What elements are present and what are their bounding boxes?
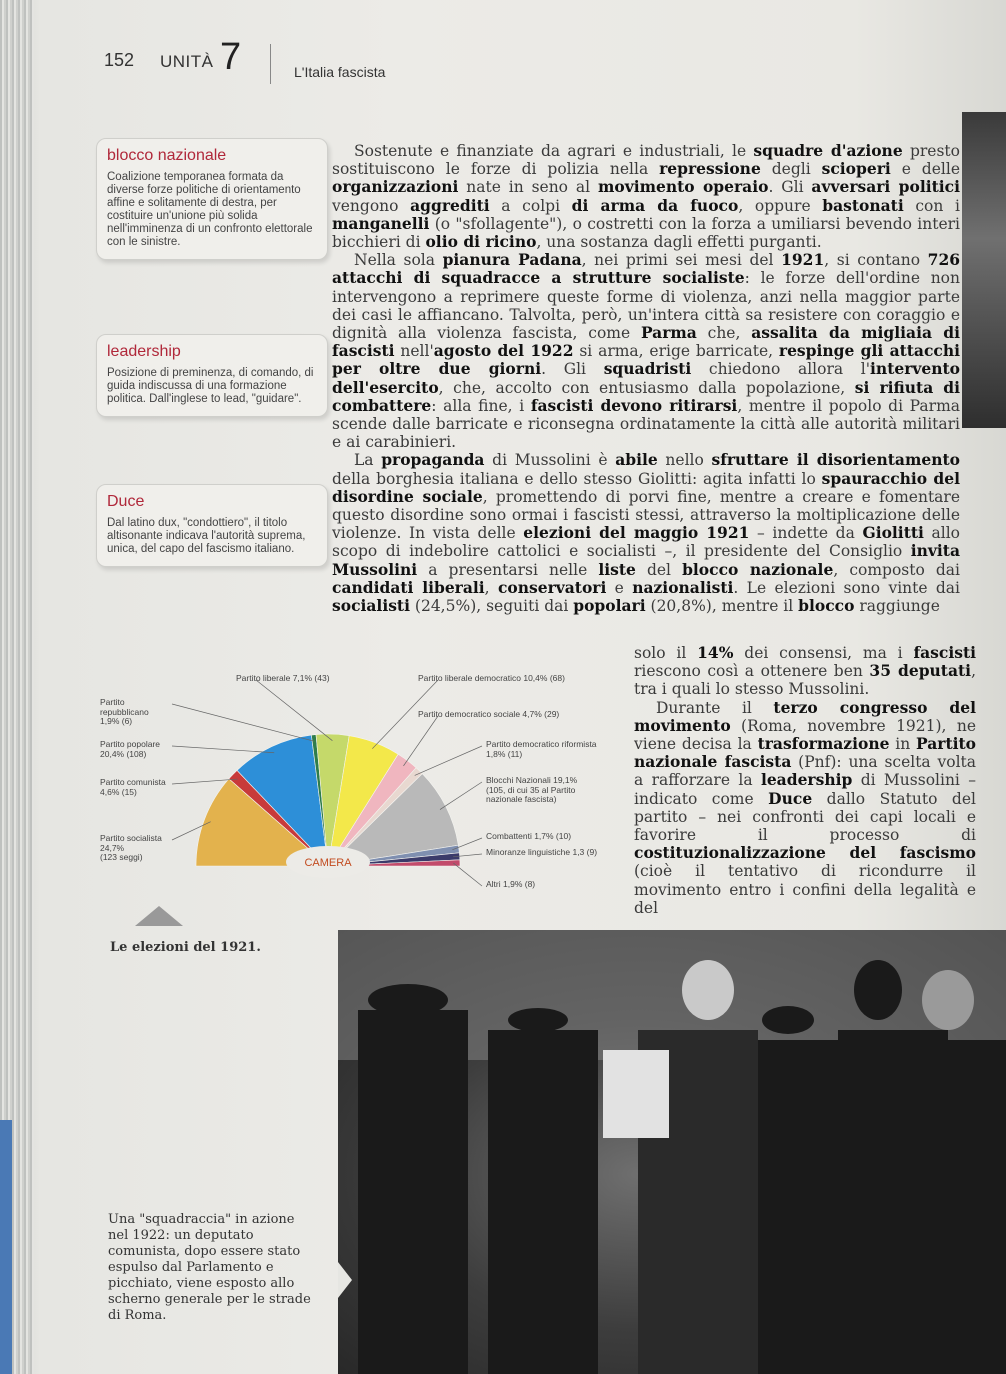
bold-text: aggrediti (410, 195, 490, 215)
bold-text: liste (598, 559, 636, 579)
bold-text: Parma (640, 323, 697, 343)
bold-text: respinge gli attacchi per oltre due giorni (332, 341, 961, 379)
bold-text: socialisti (332, 596, 410, 616)
chart-caption: Le elezioni del 1921. (110, 940, 261, 955)
chart-slice-label: Partito socialista 24,7% (123 seggi) (100, 833, 162, 862)
glossary-box-duce (96, 484, 328, 567)
bold-text: fascisti (913, 643, 977, 662)
bold-text: intervento dell'esercito (332, 359, 961, 397)
chart-slice-label: Partito liberale 7,1% (43) (236, 673, 330, 683)
chart-leader-line (440, 782, 482, 810)
chart-slice-label: Partito democratico sociale 4,7% (29) (418, 709, 560, 719)
paragraph-pianura-padana: Nella sola pianura Padana, nei primi sei mesi del 1921, si contano 726 attacchi di squadracce a strutture socialiste: le forze dell'ordine non intervengono a reprimere queste forme di violenza, anzi nella maggior parte dei casi le affiancano. Talvolta, però, un'intera città sa resistere con coraggio e dignità alla violenza fascista, come Parma che, assalita da migliaia di fascisti nell'agosto del 1922 si arma, erige barricate, respinge gli attacchi per oltre due giorni. Gli squadristi chiedono allora l'intervento dell'esercito, che, accolto con entusiasmo dalla popolazione, si rifiuta di combattere: alla fine, i fascisti devono ritirarsi, mentre il popolo di Parma scende dalle barricate e riconsegna ordinatamente la città alle autorità militari e ai carabinieri. (332, 250, 961, 452)
bold-text: bastonati (822, 195, 904, 215)
page-number: 152 (104, 50, 135, 70)
election-chart (100, 670, 620, 910)
bold-text: invita Mussolini (332, 541, 960, 579)
chart-slice-label: Partito repubblicano 1,9% (6) (100, 697, 149, 726)
bold-text: 14% (697, 643, 734, 662)
photo-pointer (338, 1262, 352, 1298)
bold-text: propaganda (381, 450, 485, 470)
glossary-term: Duce (107, 493, 145, 510)
chapter-title: L'Italia fascista (294, 64, 386, 80)
chart-center-label: CAMERA (304, 857, 352, 869)
bold-text: scioperi (821, 159, 891, 179)
bold-text: squadristi (603, 359, 692, 379)
bold-text: leadership (760, 770, 853, 790)
bold-text: blocco (798, 596, 855, 616)
chart-slice-label: Minoranze linguistiche 1,3 (9) (486, 847, 598, 857)
chart-leader-line (172, 746, 274, 753)
bold-text: di arma da fuoco (571, 195, 739, 215)
main-text-right-column (634, 644, 976, 917)
historical-photo (338, 930, 1006, 1374)
chart-slice-label: Partito liberale democratico 10,4% (68) (418, 673, 565, 683)
photo-caption: Una "squadraccia" in azione nel 1922: un deputato comunista, dopo essere stato espulso dal Parlamento e picchiato, viene esposto allo scherno generale per le strade di Roma. (108, 1212, 311, 1323)
chart-leader-line (403, 716, 438, 766)
chart-slice-label: Partito comunista 4,6% (15) (100, 777, 166, 797)
bold-text: 35 deputati (869, 661, 972, 681)
chart-pointer (135, 906, 183, 926)
glossary-box-leadership (96, 334, 328, 417)
bold-text: blocco nazionale (682, 559, 834, 579)
chart-slice-label: Partito popolare 20,4% (108) (100, 739, 161, 759)
bold-text: manganelli (332, 213, 430, 233)
bold-text: Partito nazionale fascista (634, 734, 976, 772)
unit-number: 7 (220, 36, 242, 78)
chart-leader-line (256, 680, 332, 741)
chart-slice-label: Blocchi Nazionali 19,1% (105, di cui 35 al Partito nazionale fascista) (486, 775, 578, 804)
main-text (332, 142, 960, 615)
bold-text: costituzionalizzazione del fascismo (634, 843, 976, 863)
bold-text: 726 attacchi di squadracce a strutture socialiste (332, 250, 961, 288)
glossary-box-blocco-nazionale (96, 138, 328, 260)
spine-color-band (0, 1120, 12, 1374)
paragraph-squadre: Sostenute e finanziate da agrari e industriali, le squadre d'azione presto sostituiscono le forze di polizia nella repressione degli scioperi e delle organizzazioni nate in seno al movimento operaio. Gli avversari politici vengono aggrediti a colpi di arma da fuoco, oppure bastonati con i manganelli (o "sfollagente"), o costretti con la forza a umiliarsi bevendo interi bicchieri di olio di ricino, una sostanza dagli effetti purganti. (332, 141, 960, 252)
bold-text: squadre d'azione (753, 141, 903, 160)
bold-text: Giolitti (862, 523, 924, 543)
bold-text: organizzazioni (332, 177, 459, 197)
glossary-term: leadership (107, 343, 181, 360)
chart-slice-label: Partito democratico riformista 1,8% (11) (486, 739, 597, 759)
bold-text: conservatori (497, 577, 607, 597)
glossary-term: blocco nazionale (107, 147, 227, 164)
bold-text: popolari (573, 596, 646, 616)
page-header (104, 36, 804, 80)
chart-slice-label: Altri 1,9% (8) (486, 879, 536, 889)
bold-text: terzo congresso del movimento (634, 697, 976, 735)
glossary-definition: Coalizione temporanea formata da diverse forze politiche di orientamento affine e solitamente di destra, per costituire un'unione più solida nell'imminenza di un confronto elettorale con le sinistre. (107, 171, 313, 248)
paragraph-pnf: Durante il terzo congresso del movimento (Roma, novembre 1921), ne viene decisa la trasformazione in Partito nazionale fascista (Pnf): una scelta volta a rafforzare la leadership di Mussolini – indicato come Duce dallo Statuto del partito – nei confronti dei capi locali e favorire il processo di costituzionalizzazione del fascismo (cioè il tentativo di ricondurre il movimento entro i confini della legalità e del (634, 697, 976, 917)
bold-text: nazionalisti (632, 577, 734, 597)
chart-slice-label: Combattenti 1,7% (10) (486, 831, 572, 841)
bold-text: fascisti devono ritirarsi (530, 395, 738, 415)
bold-text: abile (615, 450, 658, 470)
photo-figures (338, 930, 1006, 1374)
bold-text: olio di ricino (425, 232, 537, 252)
adjacent-page-photo-edge (962, 112, 1006, 428)
bold-text: si rifiuta di combattere (332, 377, 960, 415)
paragraph-propaganda: La propaganda di Mussolini è abile nello sfruttare il disorientamento della borghesia italiana e dello stesso Giolitti: agita infatti lo spauracchio del disordine sociale, promettendo di porvi fine, mentre a creare e fomentare questo disordine sono ormai i fascisti stessi, attraverso la moltiplicazione delle violenze. In vista delle elezioni del maggio 1921 – indette da Giolitti allo scopo di indebolire cattolici e socialisti –, il presidente del Consiglio invita Mussolini a presentarsi nelle liste del blocco nazionale, composto dai candidati liberali, conservatori e nazionalisti. Le elezioni sono vinte dai socialisti (24,5%), seguiti dai popolari (20,8%), mentre il blocco raggiunge (332, 450, 961, 616)
bold-text: 1921 (781, 250, 825, 270)
bold-text: repressione (659, 159, 761, 179)
bold-text: spauracchio del disordine sociale (332, 468, 961, 506)
bold-text: assalita da migliaia di fascisti (332, 323, 960, 361)
bold-text: sfruttare il disorientamento (711, 450, 960, 470)
bold-text: trasformazione (757, 734, 890, 754)
bold-text: movimento operaio (597, 177, 769, 197)
bold-text: avversari politici (811, 177, 960, 197)
bold-text: elezioni del maggio 1921 (523, 523, 750, 543)
bold-text: Duce (768, 788, 813, 808)
bold-text: agosto del 1922 (433, 341, 574, 361)
glossary-definition: Dal latino dux, "condottiero", il titolo altisonante indicava l'autorità suprema, unica, del capo del fascismo italiano. (107, 517, 306, 555)
bold-text: pianura Padana (442, 250, 582, 270)
bold-text: candidati liberali (332, 577, 485, 597)
glossary-definition: Posizione di preminenza, di comando, di guida indiscussa di una formazione politica. Dall'inglese to lead, "guidare". (107, 367, 314, 405)
unit-label: UNITÀ (160, 52, 214, 71)
paragraph-propaganda-cont: solo il 14% dei consensi, ma i fascisti riescono così a ottenere ben 35 deputati, tra i quali lo stesso Mussolini. (634, 643, 977, 699)
chart-leader-line (415, 746, 482, 775)
chart-leader-line (453, 863, 482, 886)
header-divider (270, 44, 271, 84)
